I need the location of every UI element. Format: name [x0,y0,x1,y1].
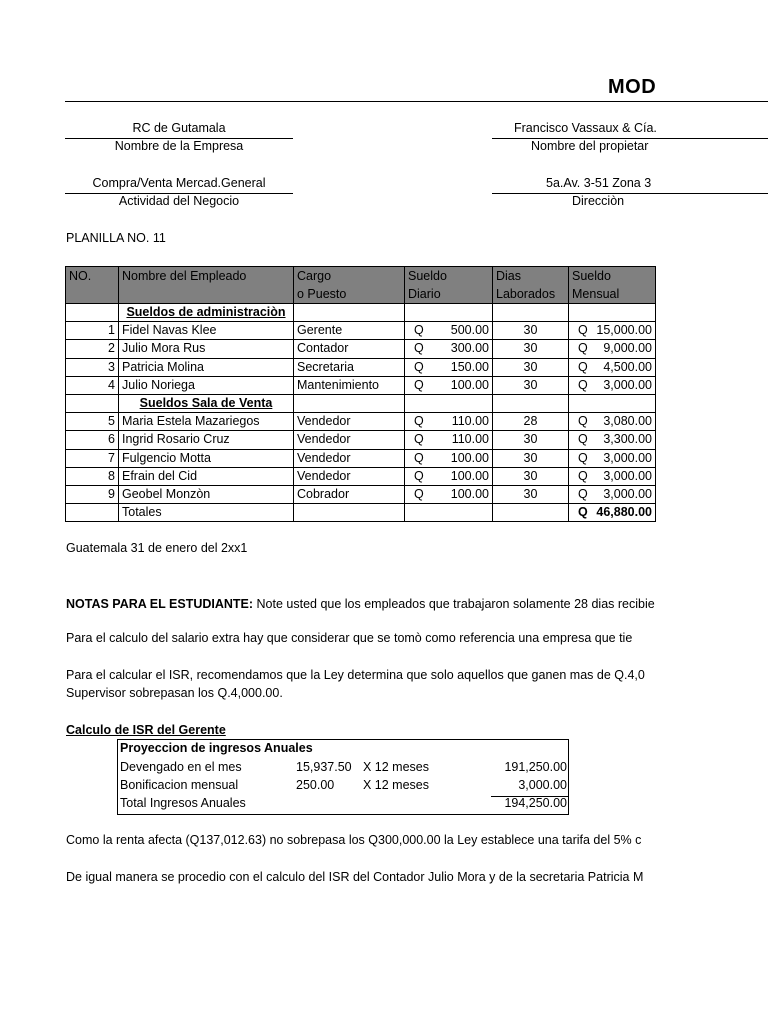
monthly-salary-value: 9,000.00 [603,341,652,356]
currency-symbol: Q [578,323,588,338]
employee-name: Fidel Navas Klee [119,322,294,340]
monthly-salary [569,449,656,467]
employee-no: 4 [66,376,119,394]
header-cargo: Cargo o Puesto [294,267,405,304]
monthly-salary-value: 3,300.00 [603,432,652,447]
monthly-salary [569,467,656,485]
isr-row1-total: 191,250.00 [504,760,567,774]
employee-cargo: Gerente [294,322,405,340]
empty-cell [493,304,569,322]
date-line: Guatemala 31 de enero del 2xx1 [66,541,248,555]
isr-row2-total: 3,000.00 [518,778,567,792]
employee-no: 8 [66,467,119,485]
footer-line-1: Como la renta afecta (Q137,012.63) no sobrepasa los Q300,000.00 la Ley establece una tarifa del 5% c [66,833,642,847]
empty-cell [493,394,569,412]
daily-salary [405,467,493,485]
isr-row3-label: Total Ingresos Anuales [120,796,246,810]
currency-symbol: Q [414,432,424,447]
monthly-salary [569,340,656,358]
monthly-salary [569,322,656,340]
monthly-salary-value: 3,080.00 [603,414,652,429]
employee-name: Geobel Monzòn [119,485,294,503]
empty-cell [66,394,119,412]
daily-salary [405,322,493,340]
owner-label: Nombre del propietar [531,139,649,153]
footer-line-2: De igual manera se procedio con el calculo del ISR del Contador Julio Mora y de la secretaria Patricia M [66,870,644,884]
title-divider [65,101,768,102]
employee-no: 9 [66,485,119,503]
section-sales-row [66,394,656,412]
currency-symbol: Q [578,359,588,374]
header-days: Dias Laborados [493,267,569,304]
daily-salary [405,413,493,431]
table-header-row [66,267,656,304]
daily-salary-value: 110.00 [451,414,489,429]
empty-cell [405,504,493,522]
daily-salary-value: 500.00 [450,323,489,338]
employee-cargo: Secretaria [294,358,405,376]
daily-salary [405,376,493,394]
currency-symbol: Q [414,468,424,483]
currency-symbol: Q [414,359,424,374]
empty-cell [493,504,569,522]
section-title: Sueldos Sala de Venta [119,394,294,412]
employee-name: Ingrid Rosario Cruz [119,431,294,449]
employee-name: Efrain del Cid [119,467,294,485]
days-worked: 30 [493,485,569,503]
days-worked: 30 [493,449,569,467]
address-label: Direcciòn [572,194,625,208]
company-name-value: RC de Gutamala [132,121,226,135]
employee-cargo: Vendedor [294,467,405,485]
days-worked: 30 [493,376,569,394]
daily-salary [405,485,493,503]
empty-cell [405,394,493,412]
section-admin-row [66,304,656,322]
monthly-salary-value: 15,000.00 [596,323,652,338]
table-row [66,376,656,394]
monthly-salary [569,376,656,394]
isr-row2-amount: 250.00 [296,778,335,792]
employee-cargo: Contador [294,340,405,358]
totals-row [66,504,656,522]
isr-row1-label: Devengado en el mes [120,760,242,774]
header-daily: Sueldo Diario [405,267,493,304]
table-row [66,413,656,431]
employee-no: 6 [66,431,119,449]
isr-row3-total: 194,250.00 [504,796,567,810]
currency-symbol: Q [578,414,588,429]
daily-salary-value: 110.00 [451,432,489,447]
owner-value: Francisco Vassaux & Cía. [514,121,657,135]
table-row [66,322,656,340]
currency-symbol: Q [578,341,588,356]
isr-row2-label: Bonificacion mensual [120,778,239,792]
table-row [66,449,656,467]
note-3b: Supervisor sobrepasan los Q.4,000.00. [66,686,283,700]
daily-salary-value: 150.00 [450,359,489,374]
table-row [66,358,656,376]
address-line [492,193,768,194]
empty-cell [66,304,119,322]
monthly-salary [569,431,656,449]
daily-salary [405,431,493,449]
notes-label: NOTAS PARA EL ESTUDIANTE: [66,597,254,611]
employee-no: 1 [66,322,119,340]
isr-heading: Calculo de ISR del Gerente [66,723,226,737]
totals-amount [569,504,656,522]
employee-cargo: Cobrador [294,485,405,503]
isr-row1-mult: X 12 meses [363,760,430,774]
monthly-salary-value: 4,500.00 [603,359,652,374]
activity-label: Actividad del Negocio [118,194,240,208]
empty-cell [569,304,656,322]
days-worked: 30 [493,358,569,376]
monthly-salary [569,358,656,376]
currency-symbol: Q [578,486,588,501]
header-monthly: Sueldo Mensual [569,267,656,304]
company-name-label: Nombre de la Empresa [114,139,244,153]
monthly-salary-value: 3,000.00 [603,450,652,465]
empty-cell [294,504,405,522]
currency-symbol: Q [414,450,424,465]
employee-no: 2 [66,340,119,358]
currency-symbol: Q [578,450,588,465]
payroll-table [65,266,656,522]
currency-symbol: Q [578,432,588,447]
currency-symbol: Q [578,377,588,392]
monthly-salary-value: 3,000.00 [603,486,652,501]
employee-no: 7 [66,449,119,467]
currency-symbol: Q [414,486,424,501]
currency-symbol: Q [414,377,424,392]
note-3a: Para el calcular el ISR, recomendamos que la Ley determina que solo aquellos que ganen mas de Q.4,0 [66,668,645,682]
monthly-salary-value: 3,000.00 [603,377,652,392]
daily-salary-value: 100.00 [450,486,489,501]
table-row [66,431,656,449]
currency-symbol: Q [414,414,424,429]
isr-row1-amount: 15,937.50 [296,760,352,774]
currency-symbol: Q [414,341,424,356]
employee-name: Maria Estela Mazariegos [119,413,294,431]
currency-symbol: Q [578,468,588,483]
daily-salary-value: 100.00 [450,468,489,483]
note-1-text: Note usted que los empleados que trabajaron solamente 28 dias recibie [253,597,655,611]
employee-cargo: Mantenimiento [294,376,405,394]
monthly-salary [569,413,656,431]
employee-cargo: Vendedor [294,431,405,449]
employee-name: Fulgencio Motta [119,449,294,467]
note-1 [66,597,655,611]
isr-row2-mult: X 12 meses [363,778,430,792]
employee-name: Julio Mora Rus [119,340,294,358]
currency-symbol: Q [414,323,424,338]
daily-salary [405,340,493,358]
activity-value: Compra/Venta Mercad.General [92,176,266,190]
empty-cell [569,394,656,412]
totals-label: Totales [119,504,294,522]
employee-name: Julio Noriega [119,376,294,394]
employee-name: Patricia Molina [119,358,294,376]
monthly-salary-value: 3,000.00 [603,468,652,483]
daily-salary [405,449,493,467]
planilla-number: PLANILLA NO. 11 [66,231,166,245]
days-worked: 28 [493,413,569,431]
isr-box [117,739,569,815]
table-row [66,485,656,503]
table-row [66,340,656,358]
header-no: NO. [66,267,119,304]
empty-cell [66,504,119,522]
currency-symbol: Q [578,505,588,520]
employee-cargo: Vendedor [294,413,405,431]
empty-cell [405,304,493,322]
totals-amount-value: 46,880.00 [596,505,652,520]
employee-no: 3 [66,358,119,376]
days-worked: 30 [493,340,569,358]
isr-box-title: Proyeccion de ingresos Anuales [120,741,313,755]
note-2: Para el calculo del salario extra hay que considerar que se tomò como referencia una empresa que tie [66,631,633,645]
empty-cell [294,304,405,322]
daily-salary [405,358,493,376]
employee-cargo: Vendedor [294,449,405,467]
monthly-salary [569,485,656,503]
table-row [66,467,656,485]
days-worked: 30 [493,467,569,485]
header-name: Nombre del Empleado [119,267,294,304]
employee-no: 5 [66,413,119,431]
daily-salary-value: 100.00 [450,377,489,392]
page-title: MOD [608,76,657,98]
empty-cell [294,394,405,412]
days-worked: 30 [493,431,569,449]
daily-salary-value: 300.00 [450,341,489,356]
section-title: Sueldos de administraciòn [119,304,294,322]
daily-salary-value: 100.00 [450,450,489,465]
days-worked: 30 [493,322,569,340]
address-value: 5a.Av. 3-51 Zona 3 [546,176,652,190]
